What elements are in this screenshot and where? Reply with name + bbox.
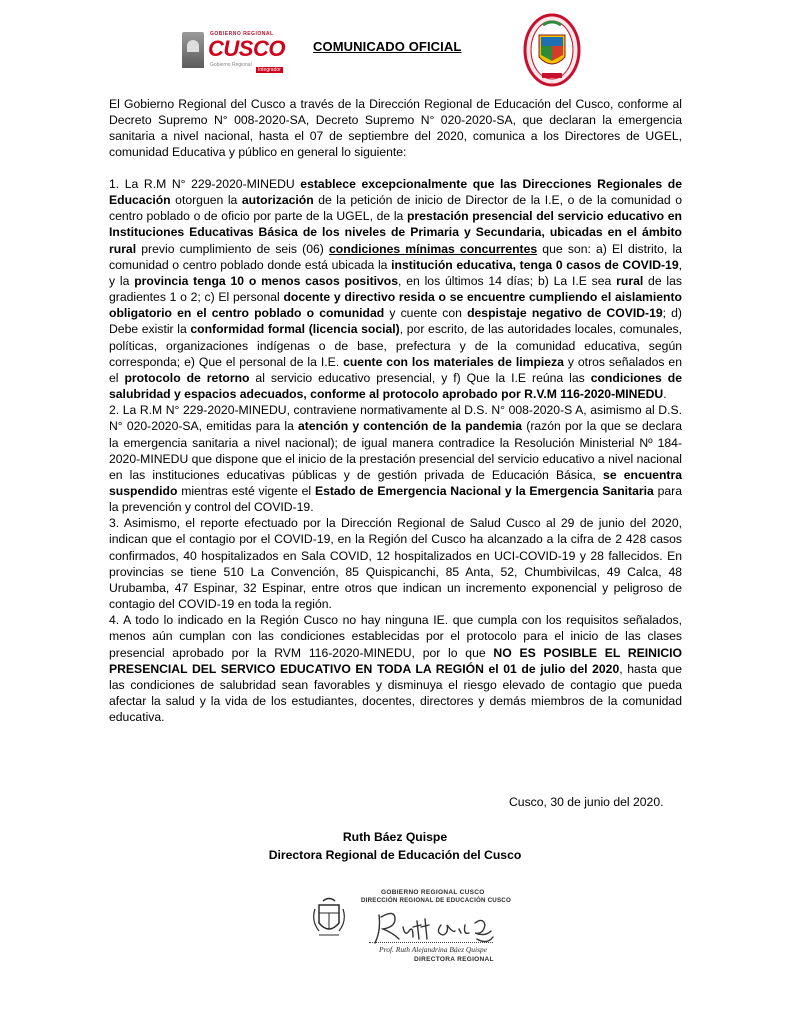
bold-text-run: condiciones de salubridad y espacios adecuados, conforme al protocolo aprobado por R.V.M 116-2020-MINEDU [109, 370, 683, 402]
bold-text-run: autorización [241, 193, 314, 208]
logo-tag-text: Integrador [258, 67, 281, 73]
institutional-seal-icon [523, 13, 581, 87]
bold-text-run: atención y contención de la pandemia [298, 419, 523, 434]
text-run: (razón por la que se declara la emergencia sanitaria a nivel nacional); de igual manera contradice la Resolución Ministerial Nº 184-2020-MINEDU que dispone que el inicio de la prestación presencial del servicio educativo a nivel nacional en las instituciones educativas públicas y de gestión privada de Educación Básica, [109, 419, 682, 482]
text-run: ; d) Debe existir la [109, 306, 682, 337]
text-run: 3. Asimismo, el reporte efectuado por la Dirección Regional de Salud Cusco al 29 de junio del 2020, indican que el contagio por el COVID-19, en la Región del Cusco ha alcanzado a la cifra de 2 428 casos confirmados, 40 hospitalizados en Sala COVID, 12 hospitalizados en UCI-COVID-19 y 28 fallecidos. En provincias se tiene 510 La Convención, 85 Quispicanchi, 85 Anta, 52, Chumbivilcas, 49 Calca, 48 Urubamba, 47 Espinar, 32 Espinar, entre otros que indican un incremento exponencial y peligroso de contagio del COVID-19 en toda la región. [109, 516, 682, 612]
stamp-name: Prof. Ruth Alejandrina Báez Quispe [379, 945, 488, 954]
text-run: y otros señalados en el [109, 354, 682, 385]
text-run: . [663, 387, 667, 402]
text-run: 4. A todo lo indicado en la Región Cusco no hay ninguna IE. que cumpla con los requisitos señalados, menos aún cumplan con las condiciones establecidas por el protocolo para el inicio de las clases presencial aprobado por la RVM 116-2020-MINEDU, por lo que [109, 613, 682, 660]
text-run: otorguen la [170, 193, 242, 208]
bold-text-run: cuente con los materiales de limpieza [343, 354, 564, 369]
document-title: COMUNICADO OFICIAL [313, 39, 462, 54]
text-run: , hasta que las condiciones de salubridad sean favorables y disminuya el riesgo elevado de contagio que pueda afectar la salud y la vida de los estudiantes, docentes, directores y demás miembros de la comunidad educativa. [109, 661, 682, 725]
point-4 [109, 612, 682, 725]
stamp-line-2: DIRECCIÓN REGIONAL DE EDUCACIÓN CUSCO [361, 897, 511, 904]
official-stamp [311, 875, 511, 985]
text-run: previo cumplimiento de seis (06) [136, 241, 330, 256]
point-2 [109, 402, 682, 515]
logo-brand-text: CUSCO [208, 36, 285, 61]
stamp-role: DIRECTORA REGIONAL [414, 956, 494, 963]
bold-text-run: condiciones mínimas concurrentes [329, 241, 538, 256]
logo-small-text: GOBIERNO REGIONAL [210, 31, 274, 37]
text-run: , por escrito, de las autoridades locales, comunales, políticas, organizaciones indígenas o de base, prefectura y de la comunidad educativa, según corresponda; e) Que el personal de la I.E. [109, 322, 683, 369]
bold-text-run: NO ES POSIBLE EL REINICIO PRESENCIAL DEL SERVICO EDUCATIVO EN TODA LA REGIÓN el 01 de julio del 2020 [109, 645, 683, 676]
signer-title: Directora Regional de Educación del Cusco [268, 848, 522, 862]
text-run: 2. La R.M N° 229-2020-MINEDU, contraviene normativamente al D.S. N° 008-2020-S A, asimismo al D.S. N° 020-2020-SA, emitidas para la [109, 403, 682, 434]
bold-text-run: provincia tenga 10 o menos casos positivos [134, 273, 399, 288]
signer-name: Ruth Báez Quispe [342, 830, 448, 844]
bold-text-run: conformidad formal (licencia social) [190, 322, 400, 337]
text-run: mientras esté vigente el [177, 483, 315, 498]
tower-icon [182, 32, 204, 68]
text-run: para la prevención y control del COVID-19. [109, 483, 682, 515]
intro-text [109, 96, 682, 161]
text-run: de las gradientes 1 o 2; c) El personal [109, 273, 682, 305]
text-run: , en los últimos 14 días; b) La I.E sea [398, 273, 617, 288]
text-run: que son: a) El distrito, la comunidad o centro poblado donde está ubicada la [109, 241, 682, 272]
bold-text-run: se encuentra suspendido [109, 467, 682, 498]
text-run: al servicio educativo presencial, y f) Que la I.E reúna las [249, 370, 591, 385]
text-run: , y la [109, 257, 683, 288]
text-run: 1. La R.M N° 229-2020-MINEDU [109, 177, 301, 191]
points-list [109, 176, 682, 725]
document-date: Cusco, 30 de junio del 2020. [509, 795, 664, 809]
bold-text-run: rural [616, 273, 644, 288]
text-run: El Gobierno Regional del Cusco a través de la Dirección Regional de Educación del Cusco, conforme al Decreto Supremo N° 008-2020-SA, Decreto Supremo N° 020-2020-SA, que declaran la emergencia sanitaria a nivel nacional, hasta el 07 de septiembre del 2020, comunica a los Directores de UGEL, comunidad Educativa y público en general lo siguiente: [109, 97, 682, 160]
bold-text-run: Estado de Emergencia Nacional y la Emergencia Sanitaria [314, 483, 654, 498]
bold-text-run: institución educativa, tenga 0 casos de COVID-19 [391, 257, 679, 272]
signature-line [369, 942, 493, 943]
text-run: y cuente con [384, 306, 468, 321]
text-run: de la petición de inicio de Director de la I.E, o de la comunidad o centro poblado o de oficio por parte de la UGEL, de la [109, 193, 682, 224]
bold-text-run: despistaje negativo de COVID-19 [467, 306, 663, 321]
cusco-regional-logo [178, 28, 288, 74]
point-3 [109, 515, 682, 612]
stamp-line-1: GOBIERNO REGIONAL CUSCO [381, 889, 485, 896]
intro-paragraph [109, 96, 682, 161]
bold-text-run: prestación presencial del servicio educativo en Instituciones Educativas Básica de los niveles de Primaria y Secundaria, ubicadas en el ámbito rural [109, 209, 682, 256]
bold-text-run: docente y directivo resida o se encuentre cumpliendo el aislamiento obligatorio en el centro poblado o comunidad [109, 290, 683, 321]
bold-text-run: establece excepcionalmente que las Direcciones Regionales de Educación [109, 177, 682, 208]
bold-text-run: protocolo de retorno [124, 370, 250, 385]
logo-sub-text: Gobierno Regional [210, 62, 252, 68]
point-1 [109, 176, 682, 402]
peru-coat-of-arms-icon [311, 895, 347, 941]
